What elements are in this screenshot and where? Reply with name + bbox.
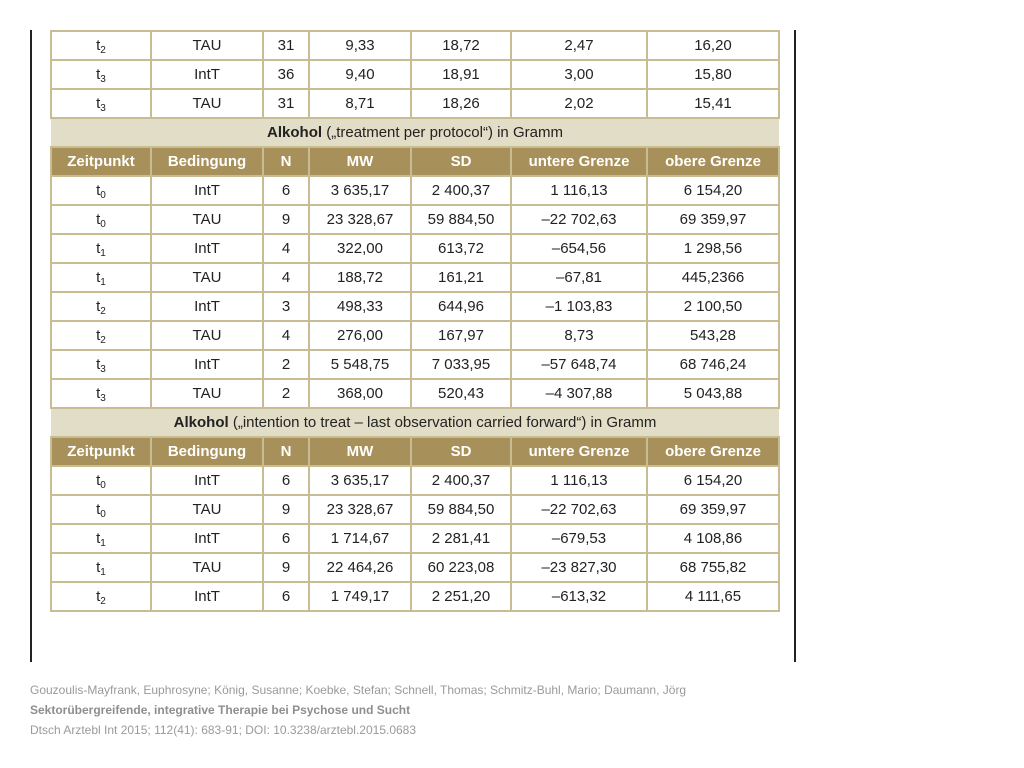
citation-title: Sektorübergreifende, integrative Therapie bei Psychose und Sucht [30,703,411,717]
cell-untere-grenze: 2,47 [511,31,647,60]
cell-untere-grenze: –613,32 [511,582,647,611]
column-header: obere Grenze [647,437,779,466]
cell-bedingung: IntT [151,466,263,495]
cell-sd: 644,96 [411,292,511,321]
cell-n: 6 [263,582,309,611]
cell-bedingung: TAU [151,553,263,582]
cell-obere-grenze: 543,28 [647,321,779,350]
zeitpunkt-subscript: 0 [100,509,106,520]
cell-mw: 188,72 [309,263,411,292]
cell-mw: 1 749,17 [309,582,411,611]
column-header: N [263,437,309,466]
zeitpunkt-letter: t [96,95,101,112]
cell-obere-grenze: 69 359,97 [647,205,779,234]
cell-zeitpunkt [51,234,151,263]
zeitpunkt-letter: t [96,269,101,286]
cell-n: 9 [263,553,309,582]
cell-n: 2 [263,379,309,408]
cell-obere-grenze: 4 108,86 [647,524,779,553]
cell-obere-grenze: 1 298,56 [647,234,779,263]
zeitpunkt-subscript: 0 [100,480,106,491]
zeitpunkt-letter: t [96,588,101,605]
cell-mw: 23 328,67 [309,205,411,234]
column-header: MW [309,147,411,176]
cell-n: 6 [263,176,309,205]
cell-mw: 368,00 [309,379,411,408]
table-container [30,30,796,662]
cell-obere-grenze: 6 154,20 [647,466,779,495]
zeitpunkt-subscript: 2 [100,335,106,346]
cell-n: 31 [263,89,309,118]
column-header: Zeitpunkt [51,147,151,176]
zeitpunkt-letter: t [96,356,101,373]
cell-sd: 59 884,50 [411,205,511,234]
column-header: Zeitpunkt [51,437,151,466]
cell-zeitpunkt [51,292,151,321]
section-heading-text: („treatment per protocol“) in Gramm [322,124,563,141]
cell-obere-grenze: 2 100,50 [647,292,779,321]
cell-mw: 23 328,67 [309,495,411,524]
column-header: N [263,147,309,176]
cell-untere-grenze: 1 116,13 [511,466,647,495]
cell-n: 4 [263,263,309,292]
cell-mw: 498,33 [309,292,411,321]
cell-untere-grenze: –67,81 [511,263,647,292]
cell-obere-grenze: 5 043,88 [647,379,779,408]
cell-zeitpunkt [51,89,151,118]
cell-untere-grenze: –654,56 [511,234,647,263]
cell-n: 31 [263,31,309,60]
cell-zeitpunkt [51,350,151,379]
table-row [51,176,779,205]
cell-bedingung: IntT [151,234,263,263]
cell-n: 6 [263,524,309,553]
table-row [51,321,779,350]
table-row [51,263,779,292]
cell-untere-grenze: –4 307,88 [511,379,647,408]
cell-bedingung: TAU [151,31,263,60]
cell-n: 2 [263,350,309,379]
cell-obere-grenze: 445,2366 [647,263,779,292]
cell-zeitpunkt [51,205,151,234]
column-header: untere Grenze [511,437,647,466]
column-header: SD [411,437,511,466]
citation-authors: Gouzoulis-Mayfrank, Euphrosyne; König, Susanne; Koebke, Stefan; Schnell, Thomas; Schmitz-Buhl, Mario; Daumann, Jörg [30,683,687,697]
cell-sd: 18,72 [411,31,511,60]
zeitpunkt-letter: t [96,182,101,199]
cell-bedingung: IntT [151,524,263,553]
cell-sd: 2 281,41 [411,524,511,553]
zeitpunkt-subscript: 2 [100,306,106,317]
cell-bedingung: IntT [151,176,263,205]
cell-bedingung: IntT [151,350,263,379]
column-header: Bedingung [151,437,263,466]
table-row [51,379,779,408]
cell-sd: 7 033,95 [411,350,511,379]
cell-bedingung: TAU [151,89,263,118]
table-row [51,60,779,89]
cell-zeitpunkt [51,263,151,292]
cell-untere-grenze: –22 702,63 [511,495,647,524]
cell-bedingung: TAU [151,205,263,234]
section-heading-bold: Alkohol [267,124,323,141]
cell-obere-grenze: 16,20 [647,31,779,60]
section-heading-bold: Alkohol [173,414,229,431]
cell-bedingung: TAU [151,263,263,292]
cell-zeitpunkt [51,553,151,582]
cell-zeitpunkt [51,524,151,553]
cell-bedingung: TAU [151,321,263,350]
column-header-row [51,437,779,466]
cell-mw: 322,00 [309,234,411,263]
citation-footer [30,680,990,740]
cell-zeitpunkt [51,582,151,611]
cell-obere-grenze: 68 755,82 [647,553,779,582]
zeitpunkt-letter: t [96,298,101,315]
cell-sd: 161,21 [411,263,511,292]
table-row [51,205,779,234]
cell-sd: 613,72 [411,234,511,263]
cell-zeitpunkt [51,379,151,408]
section-heading [51,118,779,147]
cell-obere-grenze: 68 746,24 [647,350,779,379]
cell-untere-grenze: –57 648,74 [511,350,647,379]
cell-bedingung: IntT [151,60,263,89]
cell-sd: 2 400,37 [411,466,511,495]
zeitpunkt-letter: t [96,211,101,228]
zeitpunkt-letter: t [96,37,101,54]
cell-mw: 9,33 [309,31,411,60]
cell-untere-grenze: 2,02 [511,89,647,118]
cell-obere-grenze: 4 111,65 [647,582,779,611]
zeitpunkt-letter: t [96,385,101,402]
cell-zeitpunkt [51,321,151,350]
zeitpunkt-letter: t [96,327,101,344]
column-header: untere Grenze [511,147,647,176]
zeitpunkt-subscript: 3 [100,103,106,114]
results-table [50,30,780,612]
cell-bedingung: TAU [151,495,263,524]
zeitpunkt-subscript: 2 [100,45,106,56]
cell-zeitpunkt [51,466,151,495]
zeitpunkt-subscript: 1 [100,538,106,549]
cell-sd: 59 884,50 [411,495,511,524]
cell-n: 4 [263,321,309,350]
table-row [51,350,779,379]
cell-sd: 2 251,20 [411,582,511,611]
cell-bedingung: IntT [151,582,263,611]
column-header: obere Grenze [647,147,779,176]
cell-mw: 1 714,67 [309,524,411,553]
column-header-row [51,147,779,176]
cell-mw: 3 635,17 [309,176,411,205]
section-heading-text: („intention to treat – last observation carried forward“) in Gramm [228,414,657,431]
zeitpunkt-letter: t [96,501,101,518]
cell-sd: 18,91 [411,60,511,89]
table-row [51,31,779,60]
zeitpunkt-subscript: 0 [100,190,106,201]
zeitpunkt-letter: t [96,240,101,257]
cell-sd: 18,26 [411,89,511,118]
table-row [51,495,779,524]
zeitpunkt-subscript: 2 [100,596,106,607]
cell-untere-grenze: 8,73 [511,321,647,350]
column-header: Bedingung [151,147,263,176]
cell-mw: 3 635,17 [309,466,411,495]
cell-n: 6 [263,466,309,495]
cell-obere-grenze: 6 154,20 [647,176,779,205]
cell-n: 3 [263,292,309,321]
cell-mw: 5 548,75 [309,350,411,379]
cell-zeitpunkt [51,31,151,60]
cell-untere-grenze: –23 827,30 [511,553,647,582]
cell-mw: 276,00 [309,321,411,350]
cell-mw: 22 464,26 [309,553,411,582]
zeitpunkt-letter: t [96,66,101,83]
zeitpunkt-subscript: 3 [100,364,106,375]
cell-bedingung: IntT [151,292,263,321]
cell-mw: 8,71 [309,89,411,118]
zeitpunkt-letter: t [96,530,101,547]
cell-n: 36 [263,60,309,89]
zeitpunkt-subscript: 3 [100,393,106,404]
zeitpunkt-letter: t [96,472,101,489]
cell-zeitpunkt [51,176,151,205]
cell-n: 9 [263,495,309,524]
zeitpunkt-letter: t [96,559,101,576]
table-row [51,582,779,611]
cell-zeitpunkt [51,60,151,89]
cell-untere-grenze: 1 116,13 [511,176,647,205]
column-header: SD [411,147,511,176]
cell-obere-grenze: 69 359,97 [647,495,779,524]
cell-sd: 2 400,37 [411,176,511,205]
table-row [51,466,779,495]
zeitpunkt-subscript: 3 [100,74,106,85]
citation-reference: Dtsch Arztebl Int 2015; 112(41): 683-91; DOI: 10.3238/arztebl.2015.0683 [30,723,417,737]
cell-sd: 60 223,08 [411,553,511,582]
table-row [51,89,779,118]
cell-untere-grenze: –22 702,63 [511,205,647,234]
cell-untere-grenze: 3,00 [511,60,647,89]
section-heading-row [51,118,779,147]
cell-sd: 167,97 [411,321,511,350]
table-row [51,524,779,553]
column-header: MW [309,437,411,466]
zeitpunkt-subscript: 1 [100,567,106,578]
table-row [51,553,779,582]
cell-obere-grenze: 15,41 [647,89,779,118]
cell-sd: 520,43 [411,379,511,408]
zeitpunkt-subscript: 1 [100,277,106,288]
table-row [51,292,779,321]
cell-n: 9 [263,205,309,234]
cell-obere-grenze: 15,80 [647,60,779,89]
cell-n: 4 [263,234,309,263]
cell-bedingung: TAU [151,379,263,408]
cell-untere-grenze: –1 103,83 [511,292,647,321]
zeitpunkt-subscript: 1 [100,248,106,259]
table-row [51,234,779,263]
cell-untere-grenze: –679,53 [511,524,647,553]
section-heading-row [51,408,779,437]
table-body [51,31,779,611]
cell-mw: 9,40 [309,60,411,89]
zeitpunkt-subscript: 0 [100,219,106,230]
section-heading [51,408,779,437]
cell-zeitpunkt [51,495,151,524]
